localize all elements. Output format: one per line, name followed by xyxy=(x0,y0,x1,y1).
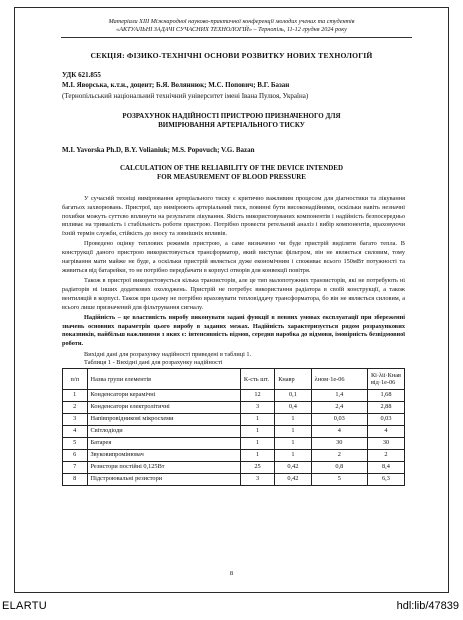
cell-name: Резистори постійні 0,125Вт xyxy=(87,462,240,474)
cell-total: 30 xyxy=(367,438,404,450)
cell-k-load: 0,42 xyxy=(275,462,311,474)
cell-lambda: 0,8 xyxy=(311,462,367,474)
table-row xyxy=(63,474,405,486)
authors-english: M.I. Yavorska Ph.D, B.Y. Volianiuk; M.S. Popovuch; V.G. Bazan xyxy=(62,146,255,154)
paragraph-2: Проведено оцінку теплових режимів пристрою, а саме визначено чи буде пристрій виділяти багато тепла. В конструкції даного пристрою використовується трансформатор, який виступає фільтром, він не являється силовим, тому нагрівання мати майже не буде, а оскільки пристрій являється дуже економічним і споживає всього 150мВт потужності та живиться від батарейки, то не потрібно передбачати в корпусі отворів для конвекції повітря. xyxy=(62,240,405,274)
cell-index: 5 xyxy=(63,438,88,450)
cell-name: Звуковипромінювач xyxy=(87,450,240,462)
cell-name: Батарея xyxy=(87,438,240,450)
cell-total: 6,3 xyxy=(367,474,404,486)
table-row xyxy=(63,426,405,438)
cell-count: 3 xyxy=(240,402,274,414)
cell-count: 1 xyxy=(240,450,274,462)
cell-name: Напівпровідникові мікросхеми xyxy=(87,414,240,426)
page-number: 8 xyxy=(229,570,234,577)
cell-name: Конденсатори керамічні xyxy=(87,390,240,402)
affiliation: (Тернопільський національний технічний університет імені Івана Пулюя, Україна) xyxy=(62,92,309,100)
paragraph-3: Також в пристрої використовується кілька транзисторів, але це тип малопотужних транзисторів, які не потребують ні радіаторів ні інших додаткових охолоджень. Пристрій не потребує використання радіатора в своїй конструкції, а також вентиляцій в корпусі. Також при цьому не потрібно враховувати тепловіддачу трансформатора, бо він не являється силовим, а всього лише призначений для фільтрування сигналу. xyxy=(62,277,405,311)
title-en-line1: CALCULATION OF THE RELIABILITY OF THE DEVICE INTENDED xyxy=(119,164,344,172)
table-row xyxy=(63,414,405,426)
table-row xyxy=(63,390,405,402)
header-divider xyxy=(61,37,412,38)
conference-header-line1: Матеріали XIII Міжнародної науково-практичної конференції молодих учених та студентів xyxy=(108,18,355,25)
cell-lambda: 4 xyxy=(311,426,367,438)
table-row xyxy=(63,450,405,462)
cell-index: 8 xyxy=(63,474,88,486)
col-header-index: п/п xyxy=(63,369,88,390)
paper-title-english xyxy=(15,164,448,182)
table-caption: Таблиця 1 - Вихідні дані для розрахунку надійності xyxy=(84,358,223,366)
cell-lambda: 2 xyxy=(311,450,367,462)
cell-k-load: 0,1 xyxy=(275,390,311,402)
conference-header xyxy=(15,18,448,34)
cell-total: 0,03 xyxy=(367,414,404,426)
repository-name: ELARTU xyxy=(2,600,47,612)
paper-title-ukrainian xyxy=(15,112,448,130)
section-title: СЕКЦІЯ: ФІЗИКО-ТЕХНІЧНІ ОСНОВИ РОЗВИТКУ НОВИХ ТЕХНОЛОГІЙ xyxy=(90,51,373,60)
cell-name: Світлодіоди xyxy=(87,426,240,438)
cell-count: 12 xyxy=(240,390,274,402)
cell-index: 7 xyxy=(63,462,88,474)
cell-lambda: 30 xyxy=(311,438,367,450)
paragraph-1: У сучасній техніці вимірювання артеріального тиску є критично важливим процесом для діагностики та лікування багатьох захворювань. Пристрої, що вимірюють артеріальний тиск, повинні бути високонадійними, оскільки навіть незначні похибки можуть суттєво вплинути на результати лікування. Якість використовуваних компонентів і надійність безпосередньо впливає на тривалість і стабільність роботи пристрою. Потрібно провести ретельний аналіз і вибір компонентів, враховуючи їхній термін служби, стійкість до зносу та зовнішніх впливів. xyxy=(62,195,405,238)
authors-ukrainian: М.І. Яворська, к.т.н., доцент; Б.Я. Воляннюк; М.С. Попович; В.Г. Базан xyxy=(62,81,290,89)
article-body xyxy=(62,195,405,486)
cell-index: 2 xyxy=(63,402,88,414)
cell-count: 1 xyxy=(240,414,274,426)
cell-index: 1 xyxy=(63,390,88,402)
cell-k-load: 1 xyxy=(275,438,311,450)
cell-index: 6 xyxy=(63,450,88,462)
cell-index: 3 xyxy=(63,414,88,426)
cell-name: Підстроювальні резистори xyxy=(87,474,240,486)
title-uk-line1: РОЗРАХУНОК НАДІЙНОСТІ ПРИСТРОЮ ПРИЗНАЧЕНОГО ДЛЯ xyxy=(122,112,341,120)
cell-total: 8,4 xyxy=(367,462,404,474)
col-header-lambda: λном·1е-06 xyxy=(311,369,367,390)
conference-header-line2: «АКТУАЛЬНІ ЗАДАЧІ СУЧАСНИХ ТЕХНОЛОГІЙ» – Тернопіль, 11-12 грудня 2024 року xyxy=(116,26,347,33)
table-intro: Вихідні дані для розрахунку надійності приведені в таблиці 1. xyxy=(84,350,252,358)
cell-total: 2 xyxy=(367,450,404,462)
cell-lambda: 2,4 xyxy=(311,402,367,414)
table-row xyxy=(63,438,405,450)
cell-name: Конденсатори електролітичні xyxy=(87,402,240,414)
cell-lambda: 0,03 xyxy=(311,414,367,426)
cell-total: 1,68 xyxy=(367,390,404,402)
cell-lambda: 1,4 xyxy=(311,390,367,402)
udk-code: УДК 621.855 xyxy=(62,71,101,79)
table-row xyxy=(63,402,405,414)
title-en-line2: FOR MEASUREMENT OF BLOOD PRESSURE xyxy=(157,173,306,181)
title-uk-line2: ВИМІРЮВАННЯ АРТЕРІАЛЬНОГО ТИСКУ xyxy=(158,121,305,129)
cell-k-load: 1 xyxy=(275,450,311,462)
document-page xyxy=(14,7,449,593)
table-header-row xyxy=(63,369,405,390)
cell-count: 1 xyxy=(240,438,274,450)
cell-count: 3 xyxy=(240,474,274,486)
reliability-definition: Надійність – це властивість виробу виконувати задані функції в певних умовах експлуатації при збереженні значень основних параметрів цього виробу в заданих межах. Надійність характеризується рядом розрахункових показників, найбільш важливими з яких є: інтенсивність відмов, середня наробка до відмови, імовірність безвідмовної роботи. xyxy=(62,313,405,348)
handle-link[interactable]: hdl:lib/47839 xyxy=(396,600,459,612)
col-header-count: К-сть шт. xyxy=(240,369,274,390)
reliability-table xyxy=(62,368,405,486)
col-header-total: Кі·λіі·Кнав від·1е-06 xyxy=(367,369,404,390)
cell-index: 4 xyxy=(63,426,88,438)
cell-k-load: 1 xyxy=(275,414,311,426)
cell-count: 25 xyxy=(240,462,274,474)
cell-count: 1 xyxy=(240,426,274,438)
cell-k-load: 1 xyxy=(275,426,311,438)
col-header-k-load: Кнавр xyxy=(275,369,311,390)
table-row xyxy=(63,462,405,474)
col-header-name: Назва групи елементів xyxy=(87,369,240,390)
cell-total: 2,88 xyxy=(367,402,404,414)
cell-total: 4 xyxy=(367,426,404,438)
cell-k-load: 0,42 xyxy=(275,474,311,486)
cell-k-load: 0,4 xyxy=(275,402,311,414)
cell-lambda: 5 xyxy=(311,474,367,486)
